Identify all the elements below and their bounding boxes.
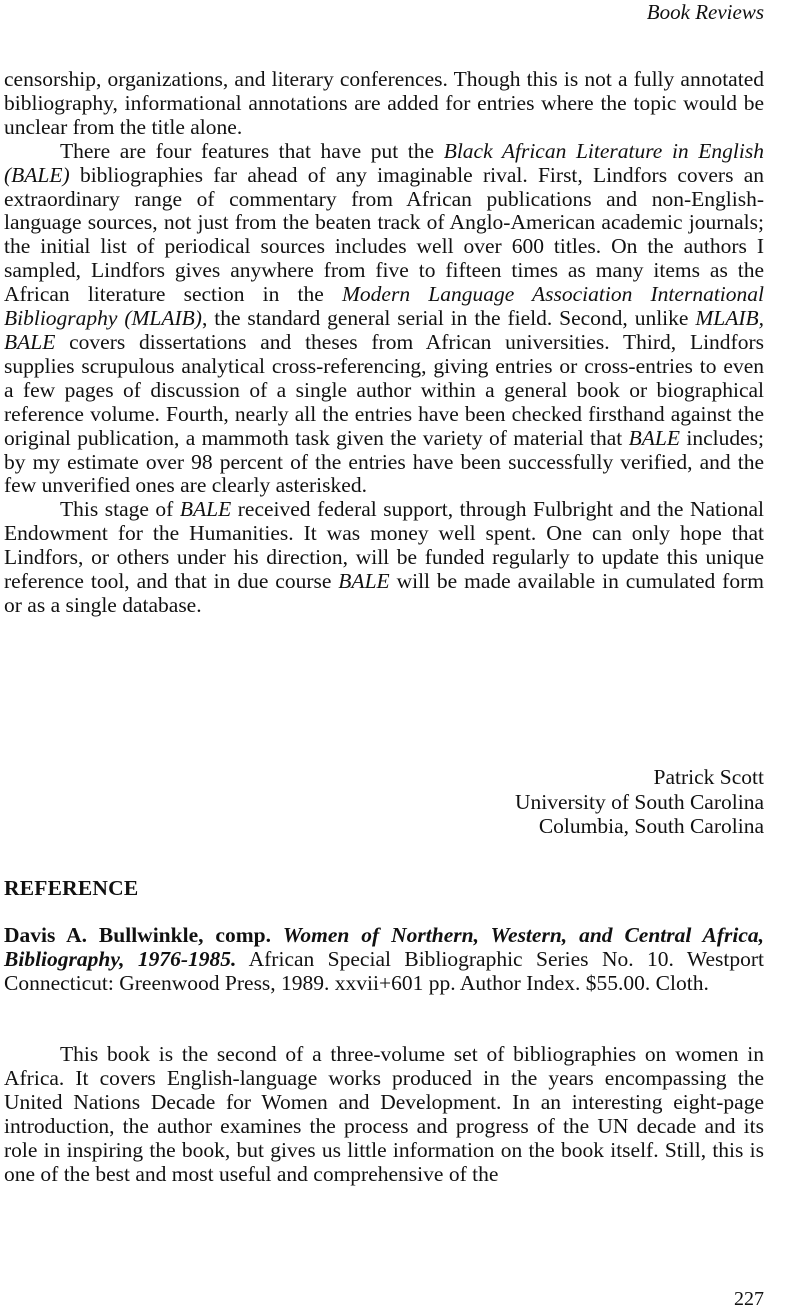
paragraph-intro: This book is the second of a three-volume set of bibliographies on women in Africa. It covers English-language works produced in the years encompassing the United Nations Decade for Women and Development. In an interesting eight-page introduction, the author examines the process and progress of the UN decade and its role in inspiring the book, but gives us little information on the book itself. Still, this is one of the best and most useful and comprehensive of the bbox=[4, 1042, 764, 1186]
citation-author: Davis A. Bullwinkle, comp. bbox=[4, 923, 271, 947]
italic-abbrev: BALE bbox=[338, 569, 390, 594]
citation-title: Women of Northern, Western, and Central Africa, Bibliography, 1976-1985. bbox=[4, 923, 764, 971]
citation-details: African Special Bibliographic Series No. 10. Westport Connecticut: Greenwood Press, 1989. xxvii+601 pp. Author Index. $55.00. Cloth. bbox=[4, 947, 764, 995]
text-run: will be made available in cumulated form or as a single database. bbox=[4, 569, 764, 617]
text-run: There are four features that have put the bbox=[60, 138, 444, 163]
text-run: includes; by my estimate over 98 percent of the entries have been successfully verified, and the few unverified ones are clearly asterisked. bbox=[4, 425, 764, 498]
italic-title-mlaib: Modern Language Association International Bibliography (MLAIB) bbox=[4, 282, 764, 331]
reviewer-name: Patrick Scott bbox=[653, 765, 764, 789]
text-run: bibliographies far ahead of any imaginable rival. First, Lindfors covers an extraordinary range of commentary from African publications and non-English-language sources, not just from the beaten track of Anglo-American academic journals; the initial list of periodical sources includes well over 600 titles. On the authors I sampled, Lindfors gives anywhere from five to fifteen times as many items as the African literature section in the bbox=[4, 162, 764, 307]
text-run: received federal support, through Fulbright and the National Endowment for the Humanities. It was money well spent. One can only hope that Lindfors, or others under his direction, will be funded regularly to update this unique reference tool, and that in due course bbox=[4, 497, 764, 594]
book-citation bbox=[4, 923, 764, 995]
paragraph-features bbox=[4, 140, 764, 499]
italic-abbrev: BALE bbox=[628, 425, 680, 450]
italic-abbrev: MLAIB, BALE bbox=[4, 306, 765, 354]
reviewer-signature bbox=[515, 765, 764, 839]
text-run: covers dissertations and theses from African universities. Third, Lindfors supplies scrupulous analytical cross-referencing, giving entries or cross-entries to even a few pages of discussion of a single author within a general book or biographical reference volume. Fourth, nearly all the entries have been checked firsthand against the original publication, a mammoth task given the variety of material that bbox=[4, 329, 764, 450]
review2-body bbox=[4, 1043, 764, 1186]
text-run: , the standard general serial in the field. Second, unlike bbox=[201, 306, 696, 331]
paragraph-funding bbox=[4, 498, 764, 618]
reviewer-location: Columbia, South Carolina bbox=[538, 814, 764, 838]
section-heading: REFERENCE bbox=[4, 876, 139, 900]
page-number: 227 bbox=[734, 1288, 764, 1310]
review-body bbox=[4, 68, 764, 618]
text-run: This stage of bbox=[60, 497, 180, 522]
running-head: Book Reviews bbox=[646, 0, 764, 24]
reviewer-institution: University of South Carolina bbox=[514, 789, 764, 814]
italic-abbrev: BALE bbox=[179, 497, 232, 522]
paragraph-continuation: censorship, organizations, and literary conferences. Though this is not a fully annotated bibliography, informational annotations are added for entries where the topic would be unclear from the title alone. bbox=[4, 67, 764, 139]
italic-title-bale: Black African Literature in English (BALE) bbox=[4, 138, 764, 187]
